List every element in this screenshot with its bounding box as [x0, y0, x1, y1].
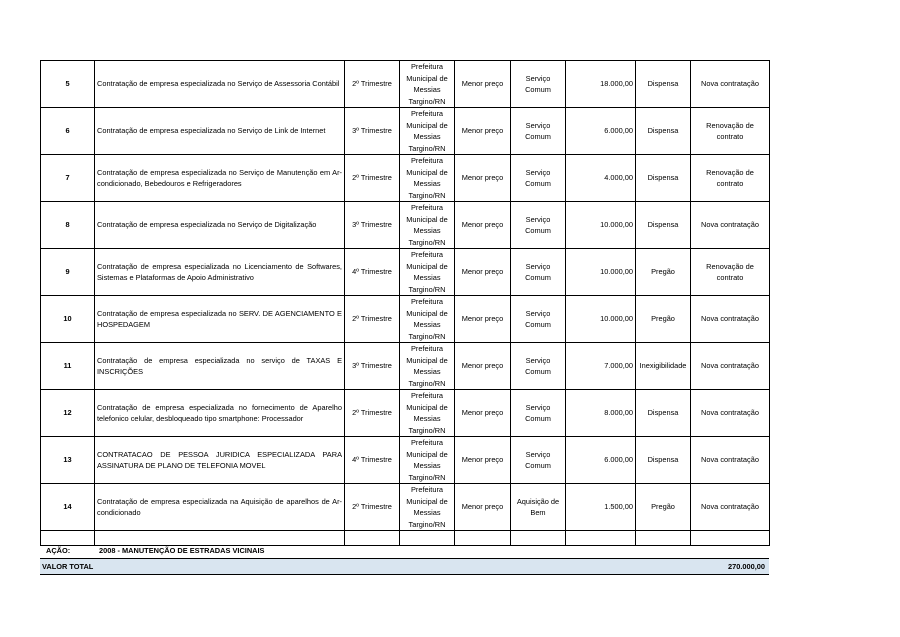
total-value: 270.000,00 — [728, 562, 765, 571]
row-description: Contratação de empresa especializada no fornecimento de Aparelho telefonico celular, desbloqueado tipo smartphone: Processador — [95, 390, 345, 437]
table-row — [41, 296, 770, 343]
row-description: Contratação de empresa especializada no Serviço de Link de Internet — [95, 108, 345, 155]
row-value: 4.000,00 — [566, 155, 636, 202]
contracts-table — [40, 60, 770, 546]
row-criterion: Menor preço — [455, 108, 511, 155]
row-value: 10.000,00 — [566, 249, 636, 296]
row-status: Nova contratação — [691, 484, 770, 531]
row-value: 18.000,00 — [566, 61, 636, 108]
row-modality: Dispensa — [636, 437, 691, 484]
row-status: Renovação de contrato — [691, 108, 770, 155]
row-organization: Prefeitura Municipal de Messias Targino/RN — [400, 61, 455, 108]
row-value: 8.000,00 — [566, 390, 636, 437]
row-category: Serviço Comum — [511, 155, 566, 202]
row-number: 8 — [41, 202, 95, 249]
row-status: Nova contratação — [691, 343, 770, 390]
row-period: 4º Trimestre — [345, 437, 400, 484]
row-modality: Dispensa — [636, 155, 691, 202]
table-row — [41, 61, 770, 108]
row-organization: Prefeitura Municipal de Messias Targino/RN — [400, 202, 455, 249]
row-number: 12 — [41, 390, 95, 437]
table-row — [41, 202, 770, 249]
row-status: Nova contratação — [691, 437, 770, 484]
row-category: Serviço Comum — [511, 437, 566, 484]
row-organization: Prefeitura Municipal de Messias Targino/RN — [400, 296, 455, 343]
row-period: 3º Trimestre — [345, 108, 400, 155]
row-period: 2º Trimestre — [345, 484, 400, 531]
row-description: Contratação de empresa especializada no Licenciamento de Softwares, Sistemas e Plataformas de Apoio Administrativo — [95, 249, 345, 296]
row-modality: Dispensa — [636, 108, 691, 155]
row-category: Serviço Comum — [511, 296, 566, 343]
row-value: 1.500,00 — [566, 484, 636, 531]
row-criterion: Menor preço — [455, 249, 511, 296]
row-category: Serviço Comum — [511, 249, 566, 296]
row-organization: Prefeitura Municipal de Messias Targino/RN — [400, 249, 455, 296]
row-modality: Pregão — [636, 484, 691, 531]
table-row — [41, 108, 770, 155]
table-row — [41, 437, 770, 484]
table-row — [41, 155, 770, 202]
total-label: VALOR TOTAL — [42, 562, 94, 571]
table-row — [41, 343, 770, 390]
row-modality: Pregão — [636, 296, 691, 343]
row-organization: Prefeitura Municipal de Messias Targino/RN — [400, 108, 455, 155]
row-modality: Dispensa — [636, 61, 691, 108]
row-modality: Dispensa — [636, 390, 691, 437]
total-row — [40, 558, 769, 575]
row-status: Nova contratação — [691, 61, 770, 108]
row-status: Nova contratação — [691, 390, 770, 437]
row-period: 2º Trimestre — [345, 296, 400, 343]
row-period: 4º Trimestre — [345, 249, 400, 296]
acao-label: AÇÃO: — [46, 546, 71, 555]
row-status: Nova contratação — [691, 202, 770, 249]
row-criterion: Menor preço — [455, 343, 511, 390]
row-value: 7.000,00 — [566, 343, 636, 390]
row-number: 7 — [41, 155, 95, 202]
row-category: Serviço Comum — [511, 390, 566, 437]
row-status: Renovação de contrato — [691, 155, 770, 202]
row-number: 5 — [41, 61, 95, 108]
table-row — [41, 484, 770, 531]
row-period: 2º Trimestre — [345, 61, 400, 108]
row-number: 9 — [41, 249, 95, 296]
acao-row — [40, 545, 769, 557]
row-criterion: Menor preço — [455, 484, 511, 531]
row-criterion: Menor preço — [455, 390, 511, 437]
row-number: 6 — [41, 108, 95, 155]
row-organization: Prefeitura Municipal de Messias Targino/RN — [400, 390, 455, 437]
table-row — [41, 249, 770, 296]
row-number: 13 — [41, 437, 95, 484]
row-organization: Prefeitura Municipal de Messias Targino/RN — [400, 155, 455, 202]
row-value: 10.000,00 — [566, 202, 636, 249]
row-organization: Prefeitura Municipal de Messias Targino/RN — [400, 437, 455, 484]
row-description: Contratação de empresa especializada no Serviço de Digitalização — [95, 202, 345, 249]
row-criterion: Menor preço — [455, 202, 511, 249]
row-modality: Dispensa — [636, 202, 691, 249]
row-organization: Prefeitura Municipal de Messias Targino/RN — [400, 343, 455, 390]
row-value: 10.000,00 — [566, 296, 636, 343]
row-value: 6.000,00 — [566, 437, 636, 484]
row-category: Aquisição de Bem — [511, 484, 566, 531]
row-description: CONTRATACAO DE PESSOA JURIDICA ESPECIALIZADA PARA ASSINATURA DE PLANO DE TELEFONIA MOVEL — [95, 437, 345, 484]
row-description: Contratação de empresa especializada no Serviço de Assessoria Contábil — [95, 61, 345, 108]
row-modality: Pregão — [636, 249, 691, 296]
row-number: 10 — [41, 296, 95, 343]
row-period: 2º Trimestre — [345, 155, 400, 202]
row-category: Serviço Comum — [511, 202, 566, 249]
row-modality: Inexigibilidade — [636, 343, 691, 390]
row-criterion: Menor preço — [455, 296, 511, 343]
row-criterion: Menor preço — [455, 155, 511, 202]
row-value: 6.000,00 — [566, 108, 636, 155]
row-period: 3º Trimestre — [345, 202, 400, 249]
table-row — [41, 390, 770, 437]
row-description: Contratação de empresa especializada na Aquisição de aparelhos de Ar-condicionado — [95, 484, 345, 531]
row-category: Serviço Comum — [511, 108, 566, 155]
row-description: Contratação de empresa especializada no SERV. DE AGENCIAMENTO E HOSPEDAGEM — [95, 296, 345, 343]
row-category: Serviço Comum — [511, 61, 566, 108]
row-period: 3º Trimestre — [345, 343, 400, 390]
row-criterion: Menor preço — [455, 61, 511, 108]
row-number: 11 — [41, 343, 95, 390]
row-description: Contratação de empresa especializada no serviço de TAXAS E INSCRIÇÕES — [95, 343, 345, 390]
row-criterion: Menor preço — [455, 437, 511, 484]
row-status: Nova contratação — [691, 296, 770, 343]
acao-value: 2008 - MANUTENÇÃO DE ESTRADAS VICINAIS — [99, 546, 265, 555]
row-organization: Prefeitura Municipal de Messias Targino/RN — [400, 484, 455, 531]
row-category: Serviço Comum — [511, 343, 566, 390]
row-number: 14 — [41, 484, 95, 531]
blank-row — [41, 531, 770, 546]
row-description: Contratação de empresa especializada no Serviço de Manutenção em Ar-condicionado, Bebedouros e Refrigeradores — [95, 155, 345, 202]
row-period: 2º Trimestre — [345, 390, 400, 437]
row-status: Renovação de contrato — [691, 249, 770, 296]
